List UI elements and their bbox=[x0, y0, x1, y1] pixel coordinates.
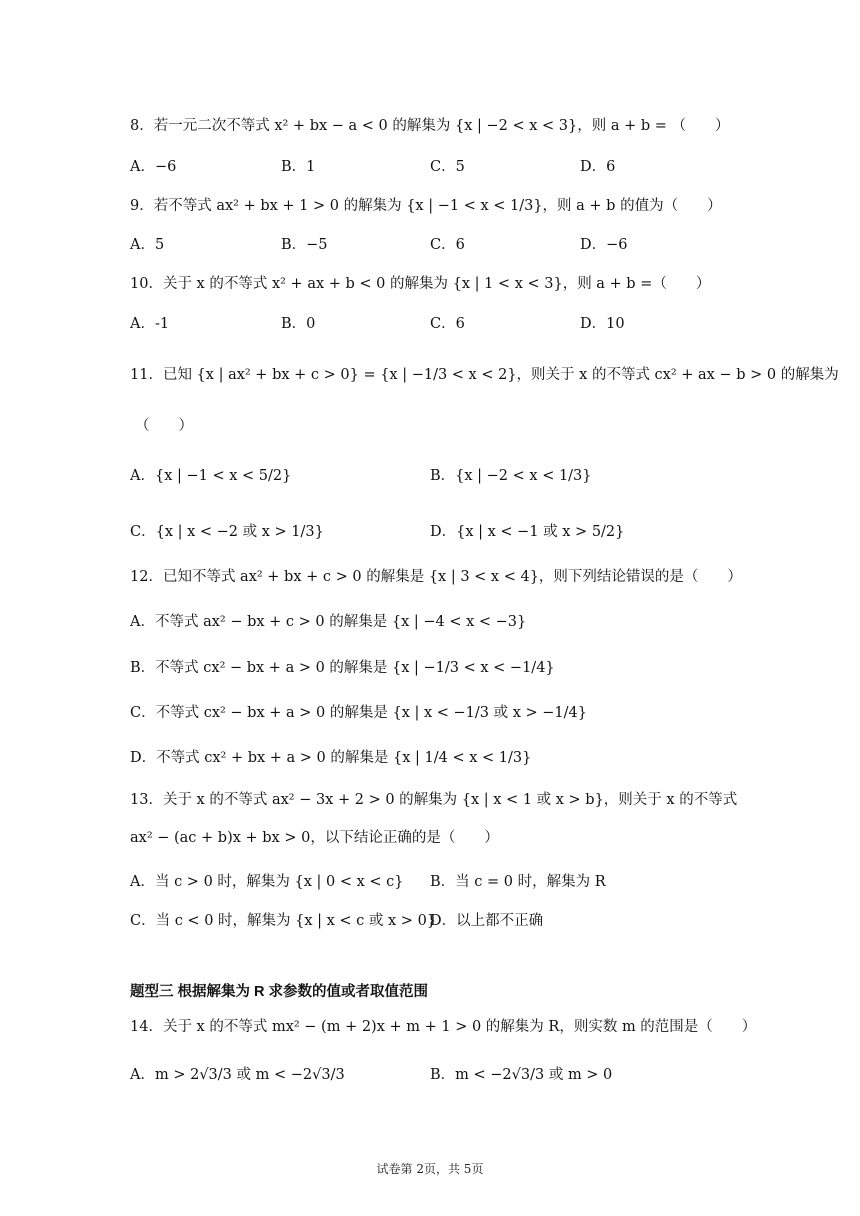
q10-option-a: A．-1 bbox=[130, 316, 170, 332]
q13-option-d: D．以上都不正确 bbox=[430, 913, 544, 929]
q9-option-c: C．6 bbox=[430, 237, 465, 253]
question-8: 8．若一元二次不等式 x² + bx − a < 0 的解集为 {x | −2 < x < 3}，则 a + b = （ ） bbox=[130, 118, 730, 134]
q8-option-b: B．1 bbox=[281, 159, 316, 175]
question-13: 13．关于 x 的不等式 ax² − 3x + 2 > 0 的解集为 {x | x < 1 或 x > b}，则关于 x 的不等式 bbox=[130, 792, 738, 808]
q12-option-d: D．不等式 cx² + bx + a > 0 的解集是 {x | 1/4 < x < 1/3} bbox=[130, 750, 532, 766]
q11-paren: （ ） bbox=[135, 418, 193, 434]
q14-option-a: A．m > 2√3/3 或 m < −2√3/3 bbox=[130, 1067, 345, 1083]
q12-option-b: B．不等式 cx² − bx + a > 0 的解集是 {x | −1/3 < x < −1/4} bbox=[130, 660, 555, 676]
q11-option-d: D．{x | x < −1 或 x > 5/2} bbox=[430, 524, 625, 540]
q10-option-b: B．0 bbox=[281, 316, 316, 332]
question-12: 12．已知不等式 ax² + bx + c > 0 的解集是 {x | 3 < x < 4}，则下列结论错误的是（ ） bbox=[130, 569, 742, 585]
q9-option-b: B．−5 bbox=[281, 237, 328, 253]
q8-option-d: D．6 bbox=[580, 159, 616, 175]
q11-option-a: A．{x | −1 < x < 5/2} bbox=[130, 468, 292, 484]
q10-option-c: C．6 bbox=[430, 316, 465, 332]
question-14: 14．关于 x 的不等式 mx² − (m + 2)x + m + 1 > 0 的解集为 R，则实数 m 的范围是（ ） bbox=[130, 1019, 757, 1035]
q11-option-b: B．{x | −2 < x < 1/3} bbox=[430, 468, 592, 484]
q14-option-b: B．m < −2√3/3 或 m > 0 bbox=[430, 1067, 613, 1083]
q10-option-d: D．10 bbox=[580, 316, 625, 332]
q12-option-c: C．不等式 cx² − bx + a > 0 的解集是 {x | x < −1/3 或 x > −1/4} bbox=[130, 705, 587, 721]
q13-option-b: B．当 c = 0 时，解集为 R bbox=[430, 874, 606, 890]
question-11: 11．已知 {x | ax² + bx + c > 0} = {x | −1/3 < x < 2}，则关于 x 的不等式 cx² + ax − b > 0 的解集为 bbox=[130, 367, 839, 383]
q11-option-c: C．{x | x < −2 或 x > 1/3} bbox=[130, 524, 324, 540]
q8-option-a: A．−6 bbox=[130, 159, 177, 175]
question-13-line2: ax² − (ac + b)x + bx > 0，以下结论正确的是（ ） bbox=[130, 830, 499, 846]
q13-option-a: A．当 c > 0 时，解集为 {x | 0 < x < c} bbox=[130, 874, 404, 890]
q9-option-a: A．5 bbox=[130, 237, 165, 253]
q12-option-a: A．不等式 ax² − bx + c > 0 的解集是 {x | −4 < x < −3} bbox=[130, 614, 527, 630]
section-title: 题型三 根据解集为 R 求参数的值或者取值范围 bbox=[130, 984, 429, 1000]
q8-option-c: C．5 bbox=[430, 159, 465, 175]
question-10: 10．关于 x 的不等式 x² + ax + b < 0 的解集为 {x | 1 < x < 3}，则 a + b =（ ） bbox=[130, 276, 711, 292]
question-9: 9．若不等式 ax² + bx + 1 > 0 的解集为 {x | −1 < x < 1/3}，则 a + b 的值为（ ） bbox=[130, 198, 722, 214]
q13-option-c: C．当 c < 0 时，解集为 {x | x < c 或 x > 0} bbox=[130, 913, 437, 929]
q9-option-d: D．−6 bbox=[580, 237, 628, 253]
page-footer: 试卷第 2页，共 5页 bbox=[376, 1162, 484, 1176]
